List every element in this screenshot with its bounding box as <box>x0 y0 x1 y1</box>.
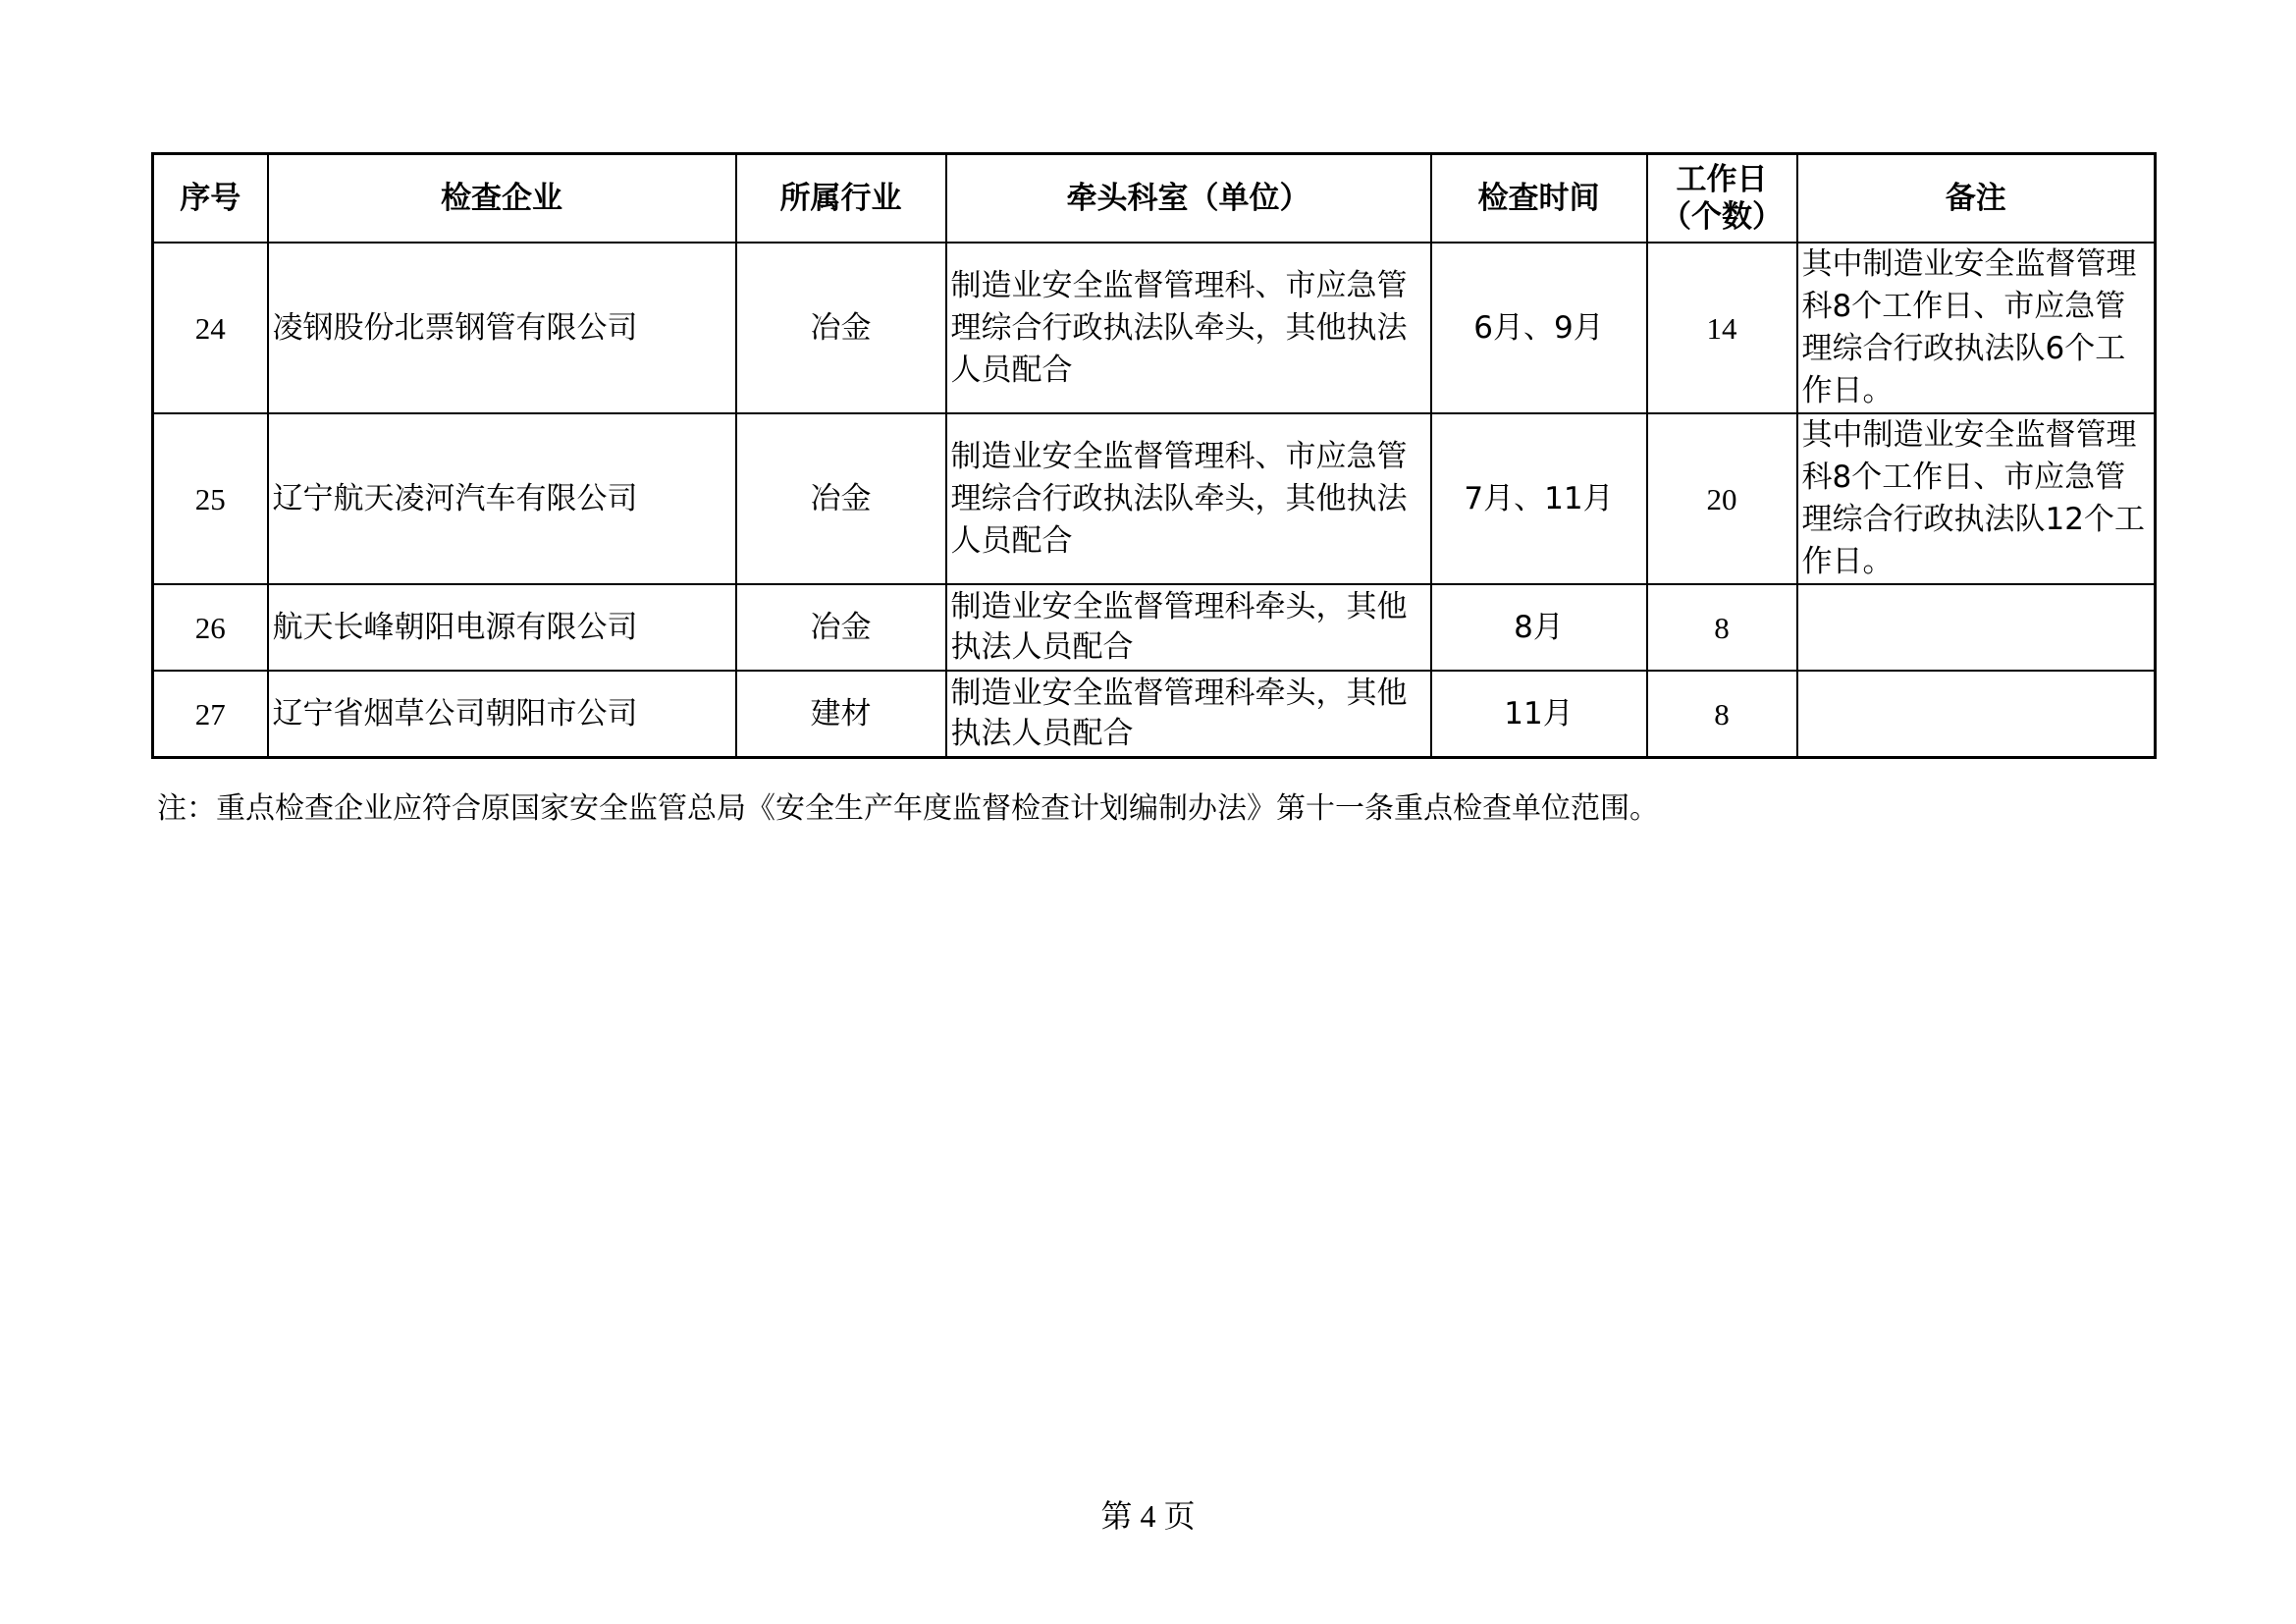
cell-workdays: 14 <box>1647 243 1797 413</box>
table-row <box>153 243 2156 413</box>
cell-seq: 27 <box>153 671 268 758</box>
table-row <box>153 584 2156 671</box>
cell-remark: 其中制造业安全监督管理科8个工作日、市应急管理综合行政执法队12个工作日。 <box>1797 413 2156 584</box>
header-workdays: 工作日（个数） <box>1647 154 1797 244</box>
cell-lead-department: 制造业安全监督管理科牵头，其他执法人员配合 <box>946 584 1431 671</box>
cell-lead-department: 制造业安全监督管理科、市应急管理综合行政执法队牵头，其他执法人员配合 <box>946 243 1431 413</box>
header-remark: 备注 <box>1797 154 2156 244</box>
cell-inspection-time: 7月、11月 <box>1431 413 1647 584</box>
table-row <box>153 413 2156 584</box>
cell-inspection-time: 11月 <box>1431 671 1647 758</box>
cell-company: 辽宁省烟草公司朝阳市公司 <box>268 671 736 758</box>
cell-remark <box>1797 584 2156 671</box>
cell-industry: 冶金 <box>736 243 946 413</box>
header-industry: 所属行业 <box>736 154 946 244</box>
header-inspection-time: 检查时间 <box>1431 154 1647 244</box>
cell-company: 辽宁航天凌河汽车有限公司 <box>268 413 736 584</box>
cell-workdays: 20 <box>1647 413 1797 584</box>
header-company: 检查企业 <box>268 154 736 244</box>
cell-seq: 26 <box>153 584 268 671</box>
cell-lead-department: 制造业安全监督管理科牵头，其他执法人员配合 <box>946 671 1431 758</box>
cell-seq: 25 <box>153 413 268 584</box>
table-row <box>153 671 2156 758</box>
cell-remark <box>1797 671 2156 758</box>
cell-industry: 建材 <box>736 671 946 758</box>
cell-lead-department: 制造业安全监督管理科、市应急管理综合行政执法队牵头，其他执法人员配合 <box>946 413 1431 584</box>
cell-industry: 冶金 <box>736 584 946 671</box>
cell-inspection-time: 8月 <box>1431 584 1647 671</box>
header-lead-department: 牵头科室（单位） <box>946 154 1431 244</box>
cell-workdays: 8 <box>1647 671 1797 758</box>
page-number: 第 4 页 <box>1100 1498 1196 1534</box>
header-seq: 序号 <box>153 154 268 244</box>
cell-company: 航天长峰朝阳电源有限公司 <box>268 584 736 671</box>
cell-company: 凌钢股份北票钢管有限公司 <box>268 243 736 413</box>
table-header-row <box>153 154 2156 244</box>
cell-remark: 其中制造业安全监督管理科8个工作日、市应急管理综合行政执法队6个工作日。 <box>1797 243 2156 413</box>
cell-workdays: 8 <box>1647 584 1797 671</box>
cell-industry: 冶金 <box>736 413 946 584</box>
cell-inspection-time: 6月、9月 <box>1431 243 1647 413</box>
cell-seq: 24 <box>153 243 268 413</box>
inspection-plan-table <box>151 152 2157 759</box>
table-footnote: 注：重点检查企业应符合原国家安全监管总局《安全生产年度监督检查计划编制办法》第十一条重点检查单位范围。 <box>157 791 1659 826</box>
